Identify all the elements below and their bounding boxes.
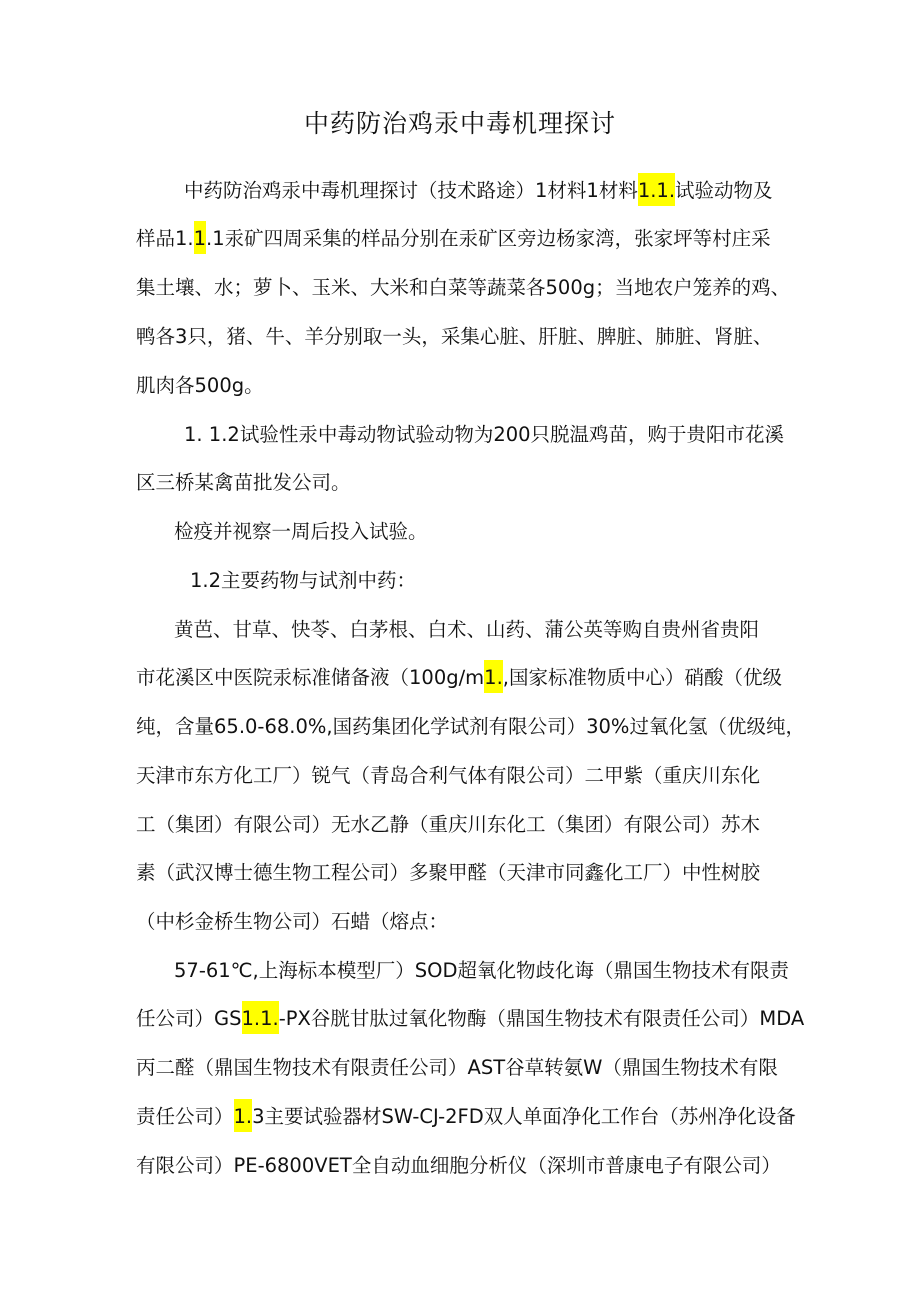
text-line — [136, 224, 771, 254]
text-line: 纯，含量65.0-68.0%,国药集团化学试剂有限公司）30%过氧化氢（优级纯， — [136, 715, 805, 738]
text-line — [136, 1102, 796, 1132]
text-line: 天津市东方化工厂）锐气（青岛合利气体有限公司）二甲紫（重庆川东化 — [136, 764, 761, 787]
text-line: 集土壤、水；萝卜、玉米、大米和白菜等蔬菜各500g；当地农户笼养的鸡、 — [136, 276, 791, 299]
section-heading-reagents: 1.2主要药物与试剂中药： — [190, 569, 417, 592]
text-line: 肌肉各500g。 — [136, 374, 264, 397]
text-run: 中药防治鸡汞中毒机理探讨（技术路途）1材料1材料 — [184, 179, 638, 202]
text-line — [136, 1004, 804, 1034]
text-line: 1. 1.2试验性汞中毒动物试验动物为200只脱温鸡苗，购于贵阳市花溪 — [184, 423, 785, 446]
highlighted-text: 1. — [234, 1099, 253, 1132]
text-line: （中杉金桥生物公司）石蜡（熔点： — [136, 910, 449, 933]
text-run: .1汞矿四周采集的样品分别在汞矿区旁边杨家湾，张家坪等村庄采 — [206, 227, 771, 250]
text-run: 试验动物及 — [675, 179, 773, 202]
text-line: 丙二醛（鼎国生物技术有限责任公司）AST谷草转氨W（鼎国生物技术有限 — [136, 1056, 778, 1079]
text-line: 鸭各3只，猪、牛、羊分别取一头，采集心脏、肝脏、脾脏、肺脏、肾脏、 — [136, 325, 773, 348]
highlighted-text: 1. — [484, 660, 503, 693]
text-run: ,国家标准物质中心）硝酸（优级 — [502, 666, 782, 689]
highlighted-text: 1.1. — [242, 1001, 279, 1034]
text-run: 样品1. — [136, 227, 194, 250]
highlighted-text: 1 — [194, 221, 206, 254]
text-line — [136, 663, 782, 693]
text-line: 素（武汉博士德生物工程公司）多聚甲醛（天津市同鑫化工厂）中性树胶 — [136, 861, 761, 884]
text-run: 任公司）GS — [136, 1007, 242, 1030]
text-run: 市花溪区中医院汞标准储备液（100g∕m — [136, 666, 485, 689]
text-line: 57-61℃,上海标本模型厂）SOD超氧化物歧化诲（鼎国生物技术有限责 — [174, 959, 790, 982]
highlighted-text: 1.1. — [638, 173, 675, 206]
text-line: 区三桥某禽苗批发公司。 — [136, 471, 351, 494]
text-line: 有限公司）PE-6800VET全自动血细胞分析仪（深圳市普康电子有限公司） — [136, 1154, 781, 1177]
text-run: 责任公司） — [136, 1105, 234, 1128]
text-line — [184, 176, 778, 206]
page-title: 中药防治鸡汞中毒机理探讨 — [303, 109, 616, 138]
text-run: 3主要试验器材SW-CJ-2FD双人单面净化工作台（苏州净化设备 — [252, 1105, 796, 1128]
text-line: 黄芭、甘草、快苓、白茅根、白术、山药、蒲公英等购自贵州省贵阳 — [174, 618, 760, 641]
text-line: 工（集团）有限公司）无水乙静（重庆川东化工（集团）有限公司）苏木 — [136, 813, 761, 836]
text-run: -PX谷胱甘肽过氧化物酶（鼎国生物技术有限责任公司）MDA — [278, 1007, 805, 1030]
paragraph-quarantine: 检疫并视察一周后投入试验。 — [174, 520, 428, 543]
